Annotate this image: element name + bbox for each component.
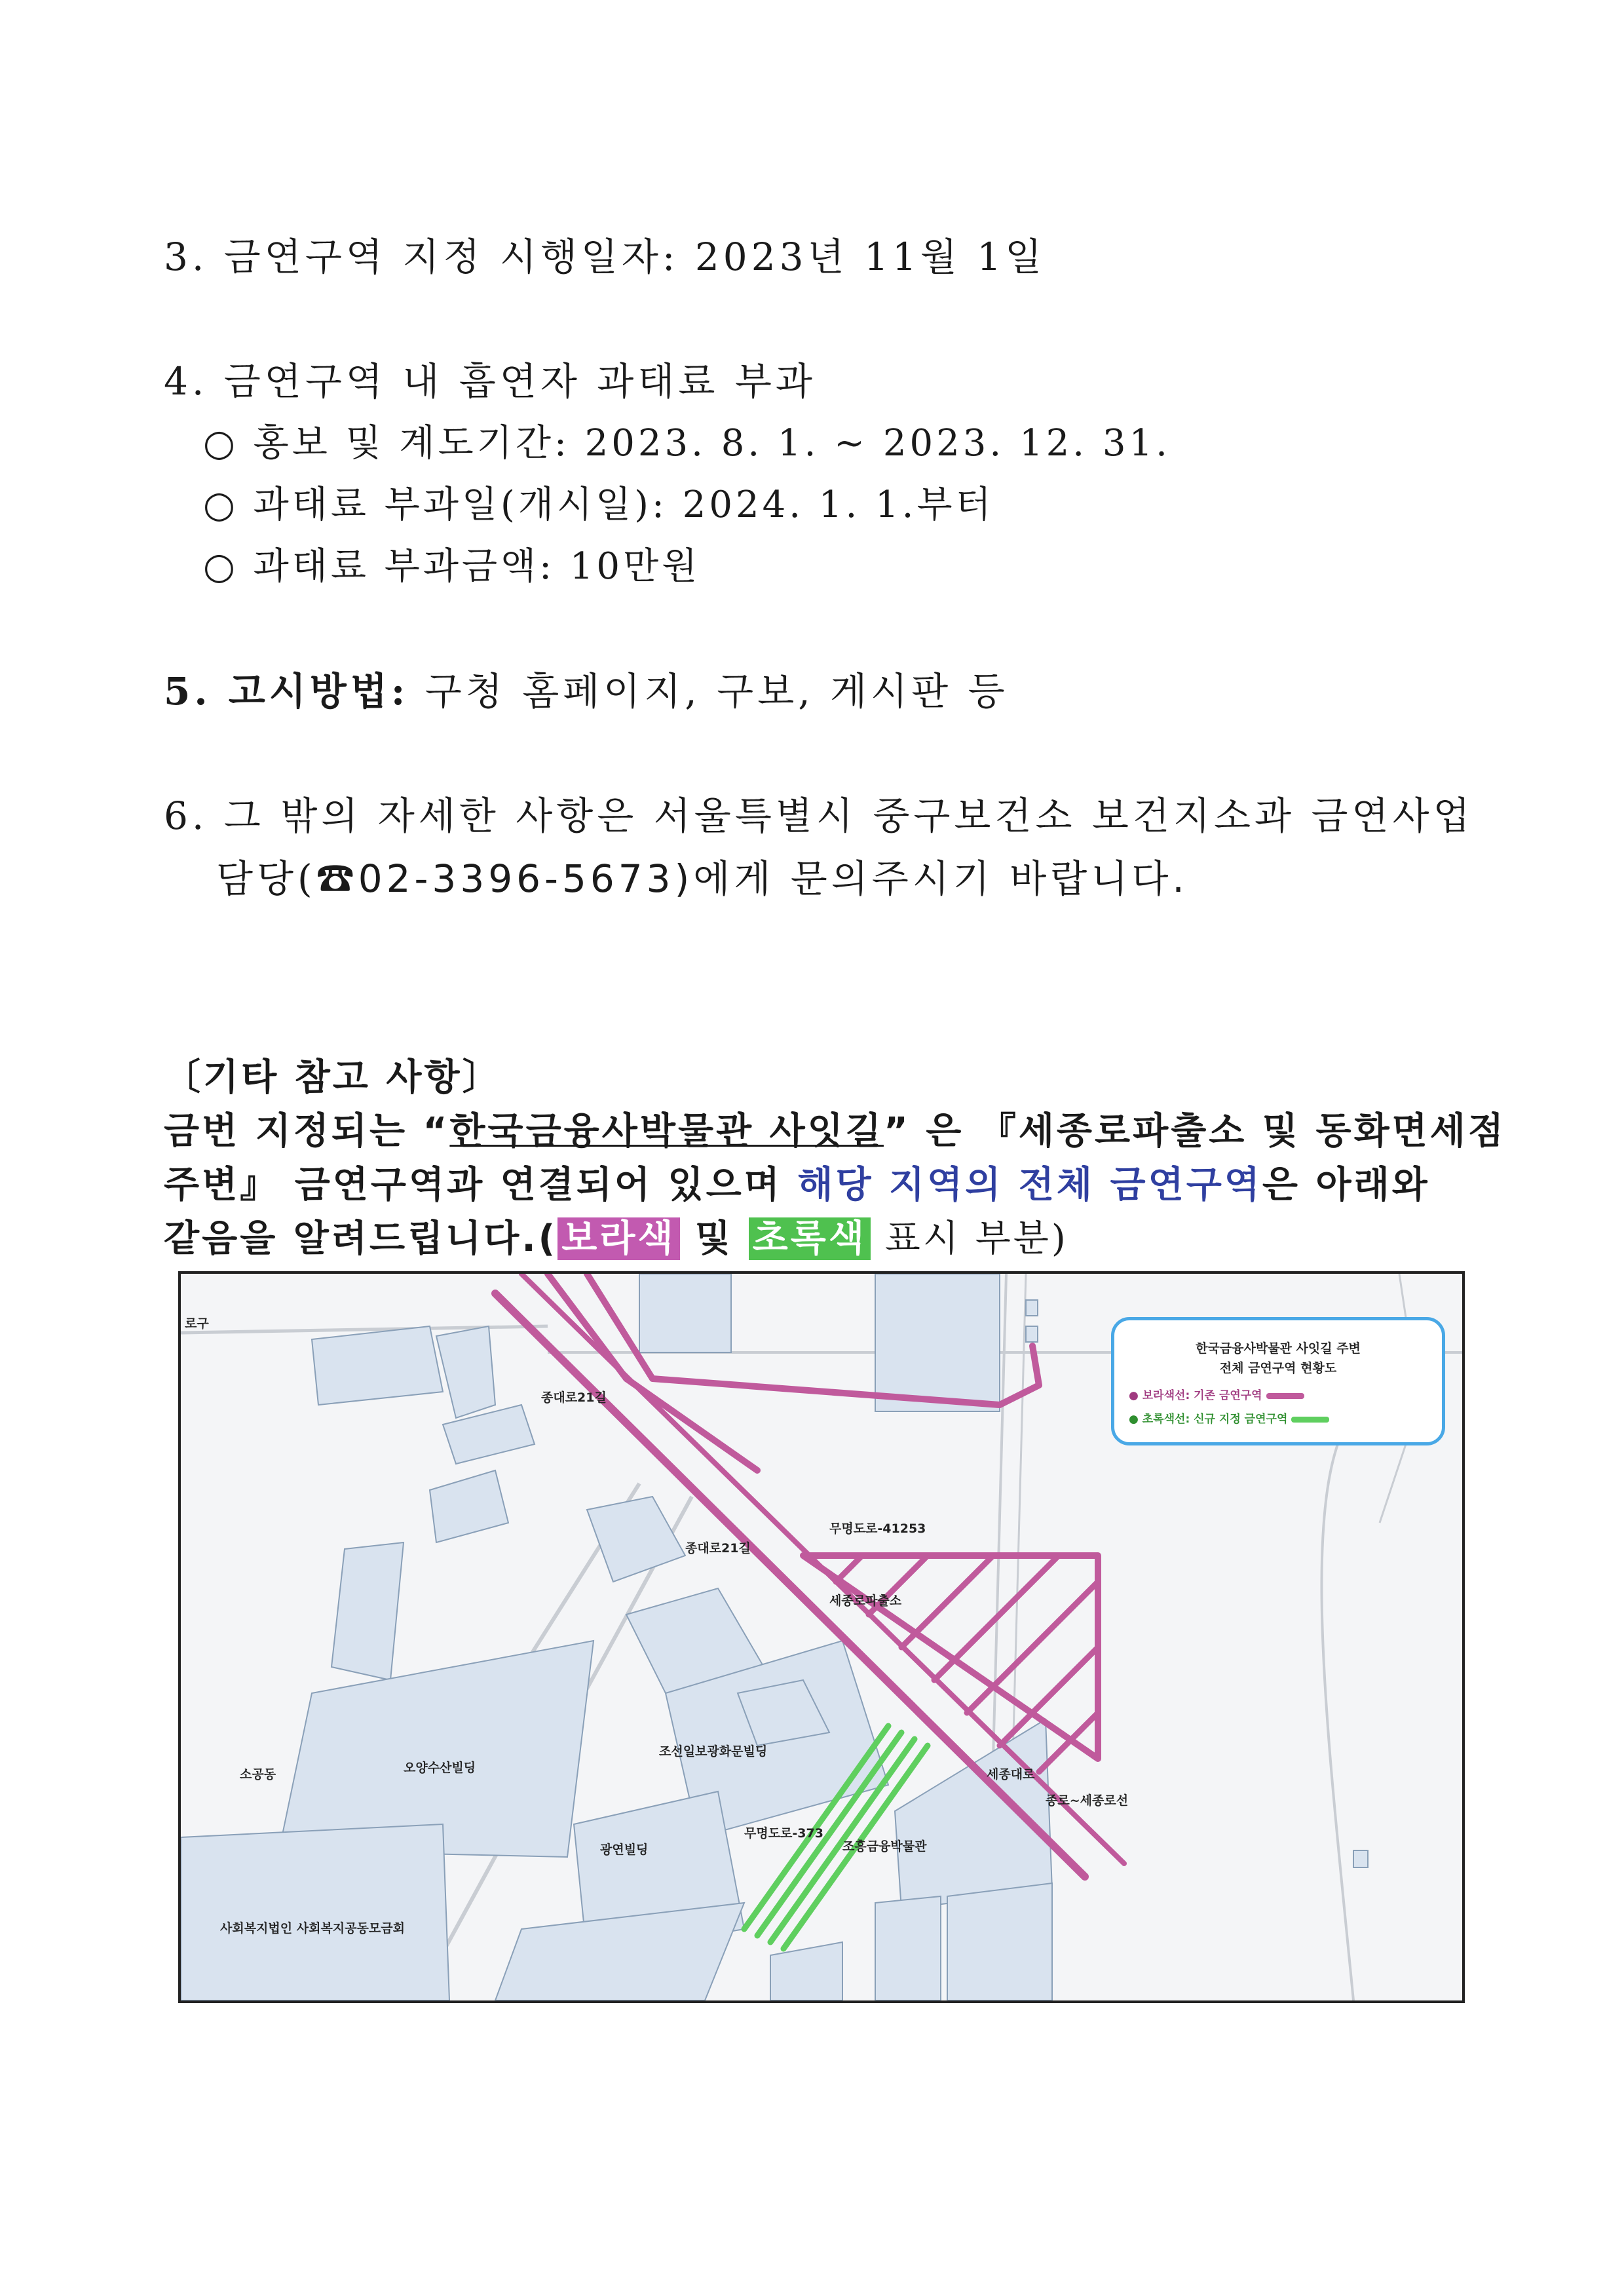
ref-place-name: 한국금융사박물관 사잇길 — [449, 1110, 884, 1153]
item-5-value: 구청 홈페이지, 구보, 게시판 등 — [409, 669, 1009, 714]
item-5-label: 5. 고시방법: — [164, 669, 409, 714]
map-label-3: 무명도로-41253 — [829, 1521, 926, 1536]
map-label-6: 조선일보광화문빌딩 — [659, 1744, 768, 1759]
legend-title-1: 한국금융사박물관 사잇길 주변 — [1196, 1341, 1361, 1356]
item-6-prefix: 담당( — [216, 856, 316, 901]
legend-title-2: 전체 금연구역 현황도 — [1219, 1361, 1337, 1375]
map-label-10: 조흥금융박물관 — [842, 1839, 927, 1854]
map-label-9: 광연빌딩 — [600, 1843, 649, 1857]
item-3-effective-date: 3. 금연구역 지정 시행일자: 2023년 11월 1일 — [164, 235, 1046, 279]
ref-p3-mid: 및 — [679, 1217, 749, 1260]
purple-tag: 보라색 — [557, 1217, 679, 1260]
ref-p1-start: 금번 지정되는 “ — [164, 1110, 450, 1153]
legend-existing-label: ● 보라색선: 기존 금연구역 — [1129, 1389, 1262, 1402]
ref-p3-end: 표시 부분) — [870, 1217, 1068, 1260]
map-label-11: 세종대로 — [987, 1767, 1035, 1782]
ref-highlight-blue: 해당 지역의 전체 금연구역 — [797, 1164, 1262, 1206]
green-swatch — [1291, 1417, 1329, 1423]
ref-p1-end: ” 은 『세종로파출소 및 동화면세점 — [883, 1110, 1506, 1153]
item-4-title: 4. 금연구역 내 흡연자 과태료 부과 — [164, 359, 816, 404]
no-smoking-zone-map — [178, 1271, 1465, 2003]
ref-p2-end: 은 아래와 — [1262, 1164, 1430, 1206]
phone-icon: ☎ — [316, 856, 358, 901]
purple-swatch — [1266, 1393, 1304, 1399]
reference-paragraph-line2 — [164, 1156, 1430, 1208]
item-4-fine-start-date: ○ 과태료 부과일(개시일): 2024. 1. 1.부터 — [203, 484, 994, 526]
map-label-4: 종대로21길 — [685, 1541, 751, 1556]
reference-paragraph-line3 — [164, 1210, 1068, 1262]
map-label-8: 무명도로-373 — [744, 1826, 823, 1841]
map-label-7: 오양수산빌딩 — [404, 1761, 476, 1775]
item-4-campaign-period: ○ 홍보 및 계도기간: 2023. 8. 1. ~ 2023. 12. 31. — [203, 422, 1171, 465]
legend-new-label: ● 초록색선: 신규 지정 금연구역 — [1129, 1413, 1288, 1426]
item-5-notice-method — [164, 660, 1009, 716]
reference-heading: 〔기타 참고 사항〕 — [164, 1056, 502, 1099]
map-label-14: 소공동 — [240, 1767, 276, 1782]
ref-p2-start: 주변』 금연구역과 연결되어 있으며 — [164, 1164, 798, 1206]
map-label-2: 종대로21길 — [541, 1390, 607, 1405]
item-6-contact-line1: 6. 그 밖의 자세한 사항은 서울특별시 중구보건소 보건지소과 금연사업 — [164, 794, 1474, 838]
legend-existing — [1129, 1386, 1304, 1402]
map-label-5: 세종로파출소 — [829, 1594, 902, 1608]
map-label-1: 로구 — [185, 1316, 209, 1331]
green-tag: 초록색 — [749, 1217, 871, 1260]
map-legend — [1111, 1317, 1445, 1445]
map-label-12: 종로~세종로선 — [1046, 1793, 1129, 1808]
legend-new — [1129, 1409, 1329, 1426]
item-6-phone: 02-3396-5673)에게 문의주시기 바랍니다. — [358, 856, 1188, 901]
map-label-13: 사회복지법인 사회복지공동모금회 — [220, 1921, 405, 1936]
item-6-contact-line2 — [216, 848, 1188, 903]
ref-p3-start: 같음을 알려드립니다.( — [164, 1217, 558, 1260]
item-4-fine-amount: ○ 과태료 부과금액: 10만원 — [203, 545, 701, 588]
reference-paragraph-line1 — [164, 1102, 1506, 1155]
